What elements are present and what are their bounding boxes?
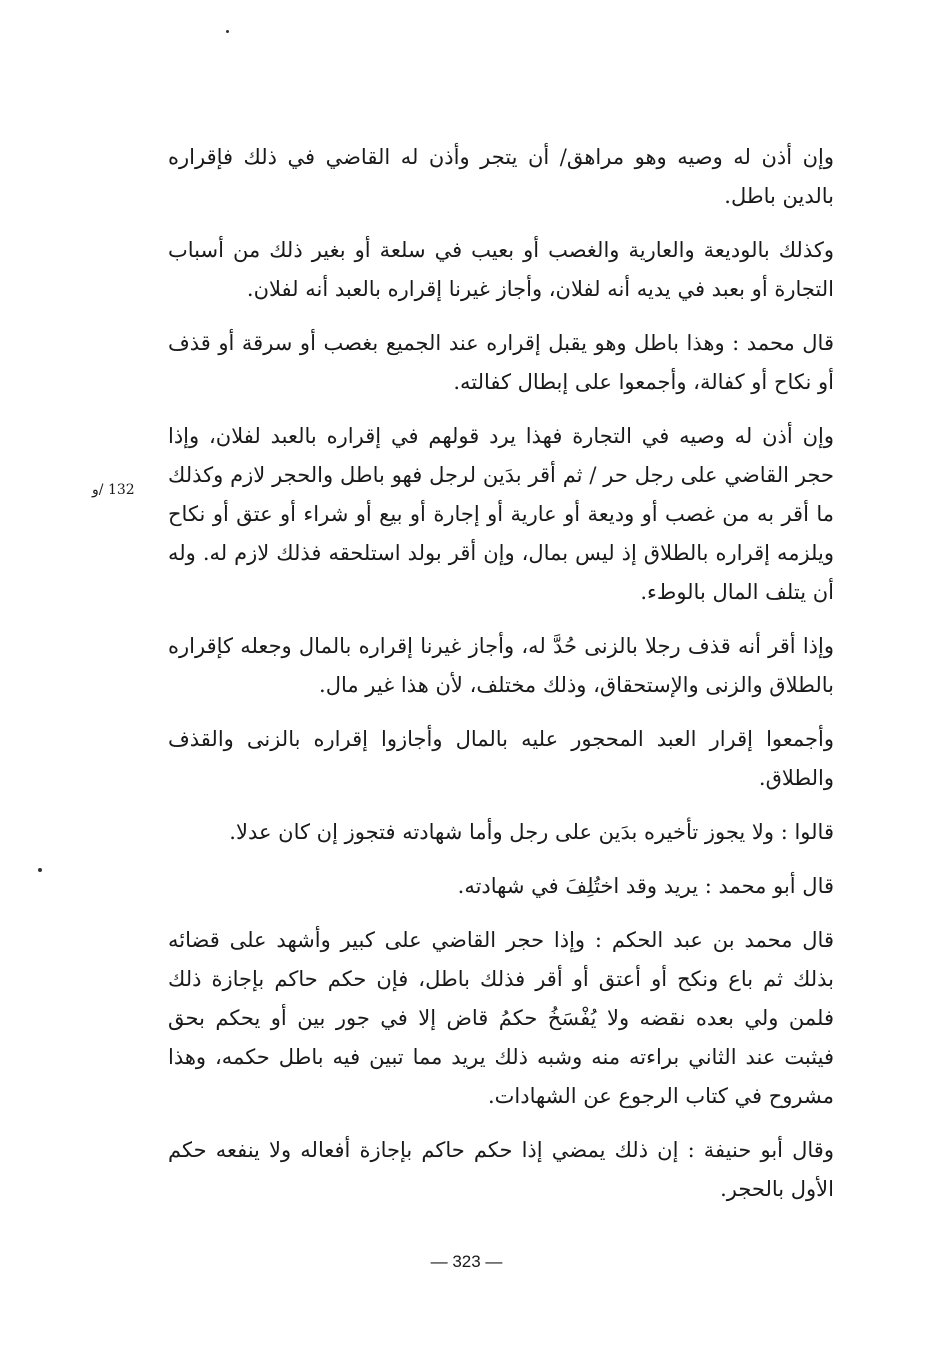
main-text — [168, 138, 834, 1224]
paragraph: وقال أبو حنيفة : إن ذلك يمضي إذا حكم حاكم بإجازة أفعاله ولا ينفعه حكم الأول بالحجر. — [168, 1138, 834, 1201]
paragraph: وأجمعوا إقرار العبد المحجور عليه بالمال وأجازوا إقراره بالزنى والقذف والطلاق. — [168, 727, 834, 790]
folio-margin-note: 132 /و — [92, 482, 135, 498]
paragraph: قال محمد بن عبد الحكم : وإذا حجر القاضي على كبير وأشهد على قضائه بذلك ثم باع ونكح أو أعتق أو أقر فذلك باطل، فإن حكم حاكم بإجازة ذلك فلمن ولي بعده نقضه ولا يُفْسَخُ حكمُ قاض إلا في جور بين أو يحكم بحق فيثبت عند الثاني براءته منه وشبه ذلك يريد مما تبين فيه باطل حكمه، وهذا مشروح في كتاب الرجوع عن الشهادات. — [168, 928, 834, 1108]
paragraph: قال محمد : وهذا باطل وهو يقبل إقراره عند الجميع بغصب أو سرقة أو قذف أو نكاح أو كفالة، وأجمعوا على إبطال كفالته. — [168, 331, 834, 394]
paragraph: وإن أذن له وصيه وهو مراهق/ أن يتجر وأذن له القاضي في ذلك فإقراره بالدين باطل. — [168, 145, 834, 208]
paragraph: وإذا أقر أنه قذف رجلا بالزنى حُدَّ له، وأجاز غيرنا إقراره بالمال وجعله كإقراره بالطلاق والزنى والإستحقاق، وذلك مختلف، لأن هذا غير مال. — [168, 634, 834, 697]
paragraph: وكذلك بالوديعة والعارية والغصب أو بعيب في سلعة أو بغير ذلك من أسباب التجارة أو بعبد في يديه أنه لفلان، وأجاز غيرنا إقراره بالعبد أنه لفلان. — [168, 238, 834, 301]
paragraph: قال أبو محمد : يريد وقد اختُلِفَ في شهادته. — [457, 874, 834, 898]
page-number: — 323 — — [430, 1252, 503, 1271]
paragraph: قالوا : ولا يجوز تأخيره بدَين على رجل وأما شهادته فتجوز إن كان عدلا. — [229, 820, 834, 844]
scan-speck — [38, 868, 42, 872]
scan-speck — [226, 30, 229, 33]
paragraph: وإن أذن له وصيه في التجارة فهذا يرد قولهم في إقراره بالعبد لفلان، وإذا حجر القاضي على رجل حر / ثم أقر بدَين لرجل فهو باطل والحجر لازم وكذلك ما أقر به من غصب أو وديعة أو عارية أو إجارة أو بيع أو شراء أو عتق أو نكاح ويلزمه إقراره بالطلاق إذ ليس بمال، وإن أقر بولد استلحقه فذلك لازم له. وله أن يتلف المال بالوطء. — [168, 424, 834, 604]
